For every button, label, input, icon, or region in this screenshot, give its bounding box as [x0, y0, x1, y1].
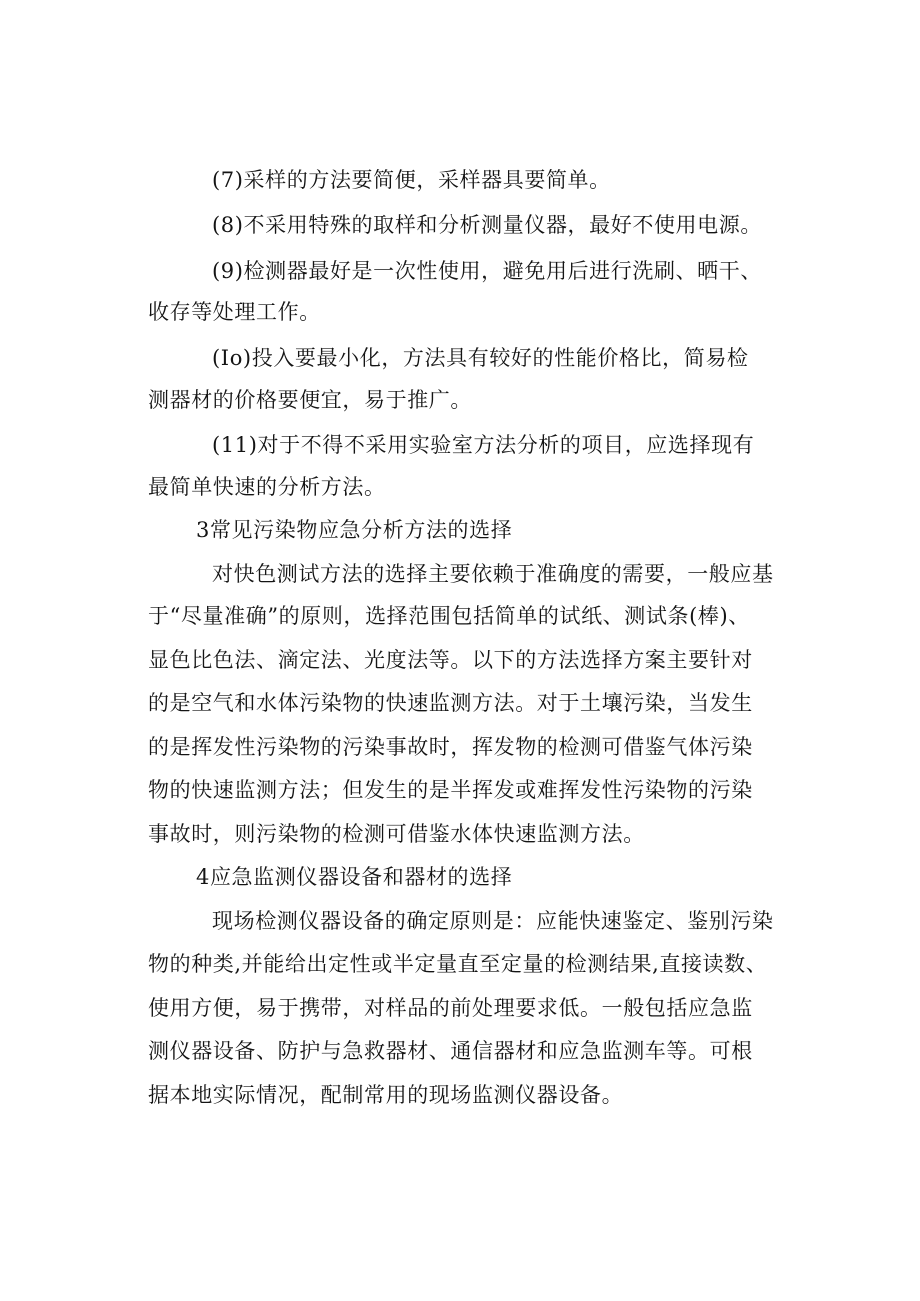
paragraph-4-line-3: 使用方便，易于携带，对样品的前处理要求低。一般包括应急监	[148, 996, 753, 1020]
list-item-7: (7)采样的方法要简便，采样器具要简单。	[212, 168, 611, 192]
list-item-9-line-2: 收存等处理工作。	[148, 300, 321, 324]
section-heading-4: 4应急监测仪器设备和器材的选择	[196, 865, 513, 889]
paragraph-3-line-6: 物的快速监测方法；但发生的是半挥发或难挥发性污染物的污染	[148, 778, 753, 802]
paragraph-3-line-5: 的是挥发性污染物的污染事故时，挥发物的检测可借鉴气体污染	[148, 735, 753, 759]
paragraph-4-line-4: 测仪器设备、防护与急救器材、通信器材和应急监测车等。可根	[148, 1039, 753, 1063]
paragraph-4-line-5: 据本地实际情况，配制常用的现场监测仪器设备。	[148, 1083, 624, 1107]
paragraph-4-line-1: 现场检测仪器设备的确定原则是：应能快速鉴定、鉴别污染	[212, 909, 774, 933]
paragraph-4-line-2: 物的种类,并能给出定性或半定量直至定量的检测结果,直接读数、	[148, 952, 768, 976]
paragraph-3-line-2: 于“尽量准确”的原则，选择范围包括简单的试纸、测试条(棒)、	[148, 604, 750, 628]
paragraph-3-line-4: 的是空气和水体污染物的快速监测方法。对于土壤污染，当发生	[148, 691, 753, 715]
section-heading-3: 3常见污染物应急分析方法的选择	[196, 518, 513, 542]
list-item-8: (8)不采用特殊的取样和分析测量仪器，最好不使用电源。	[212, 213, 762, 237]
paragraph-3-line-1: 对快色测试方法的选择主要依赖于准确度的需要，一般应基	[212, 562, 774, 586]
paragraph-3-line-7: 事故时，则污染物的检测可借鉴水体快速监测方法。	[148, 822, 645, 846]
list-item-10-line-2: 测器材的价格要便宜，易于推广。	[148, 388, 472, 412]
list-item-10-line-1: (Io)投入要最小化，方法具有较好的性能价格比，简易检	[212, 346, 749, 370]
list-item-11-line-2: 最简单快速的分析方法。	[148, 475, 386, 499]
list-item-9-line-1: (9)检测器最好是一次性使用，避免用后进行洗刷、晒干、	[212, 259, 762, 283]
list-item-11-line-1: (11)对于不得不采用实验室方法分析的项目，应选择现有	[212, 433, 755, 457]
paragraph-3-line-3: 显色比色法、滴定法、光度法等。以下的方法选择方案主要针对	[148, 648, 753, 672]
